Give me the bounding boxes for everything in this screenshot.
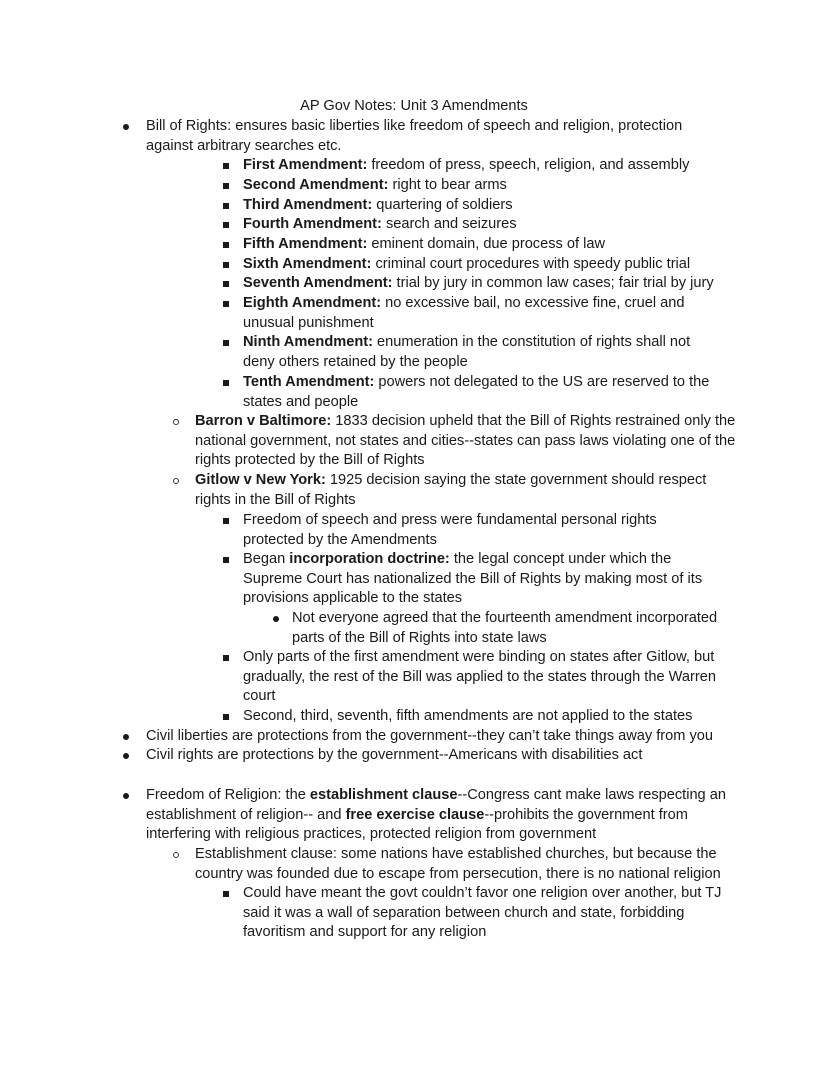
case-desc: 1925 decision saying the state government should respect rights in the Bill of Rights [195,472,707,508]
text-segment: --Congress cant make laws respecting an establishment of religion-- and [146,787,726,823]
amendment-desc: trial by jury in common law cases; fair trial by jury [392,275,714,291]
bullet-disc-icon [123,124,129,130]
bullet-square-icon [223,163,229,169]
list-item-freedom-of-religion [146,786,731,845]
bullet-square-icon [223,557,229,563]
gitlow-point-incorporation [243,550,733,609]
bullet-circle-icon [173,419,179,425]
case-name: Barron v Baltimore: [195,413,332,429]
free-exercise-clause-term: free exercise clause [345,806,485,823]
amendment-desc: quartering of soldiers [372,197,513,213]
establishment-clause-item [195,845,740,884]
bullet-square-icon [223,203,229,209]
amendment-desc: freedom of press, speech, religion, and assembly [367,157,690,173]
gitlow-point [243,648,733,707]
incorporation-subpoint [292,609,737,648]
bullet-square-icon [223,655,229,661]
amendment-item [243,215,723,235]
civil-rights-text: Civil rights are protections by the government--Americans with disabilities act [146,747,643,763]
tj-wall-of-separation-item [243,884,723,943]
bullet-square-icon [223,301,229,307]
bullet-square-icon [223,183,229,189]
bullet-square-icon [223,281,229,287]
text-segment: the legal concept under which the Supreme Court has nationalized the Bill of Rights by making most of its provisions applicable to the states [243,551,703,607]
amendment-item [243,235,723,255]
bullet-square-icon [223,222,229,228]
bullet-square-icon [223,380,229,386]
amendment-desc: enumeration in the constitution of rights shall not deny others retained by the people [243,334,691,370]
bullet-square-icon [223,518,229,524]
amendment-name: Second Amendment: [243,177,389,193]
text-segment: Freedom of Religion: the [146,787,310,803]
amendment-name: Sixth Amendment: [243,256,372,272]
bullet-circle-icon [173,852,179,858]
gitlow-point [243,707,743,727]
amendment-desc: eminent domain, due process of law [367,236,605,252]
establishment-clause-text: Establishment clause: some nations have established churches, but because the country was founded due to escape from persecution, there is no national religion [195,846,721,882]
tj-text: Could have meant the govt couldn’t favor one religion over another, but TJ said it was a wall of separation between church and state, forbidding favoritism and support for any religion [243,885,722,941]
amendment-item [243,333,718,372]
gitlow-point-text: Freedom of speech and press were fundamental personal rights protected by the Amendments [243,512,657,548]
amendment-item [243,294,713,333]
document-title: AP Gov Notes: Unit 3 Amendments [300,98,528,114]
gitlow-point [243,511,678,550]
bullet-square-icon [223,262,229,268]
amendment-item [243,196,723,216]
amendment-item [243,255,723,275]
amendment-desc: right to bear arms [388,177,507,193]
amendment-name: Tenth Amendment: [243,374,375,390]
case-item-gitlow [195,471,725,510]
civil-liberties-text: Civil liberties are protections from the government--they can’t take things away from you [146,728,713,744]
bullet-square-icon [223,340,229,346]
text-segment: Began [243,551,290,567]
text-segment: --prohibits the government from interfering with religious practices, protected religion from government [146,806,688,843]
bullet-circle-icon [173,478,179,484]
bullet-disc-icon [123,753,129,759]
list-item-civil-rights [146,746,786,766]
list-item-civil-liberties [146,727,786,747]
bullet-disc-icon [273,616,279,622]
amendment-item [243,176,723,196]
amendment-item [243,274,743,294]
amendment-name: Fourth Amendment: [243,216,382,232]
amendment-name: First Amendment: [243,157,368,173]
amendment-name: Seventh Amendment: [243,275,393,291]
case-name: Gitlow v New York: [195,472,326,488]
amendment-desc: no excessive bail, no excessive fine, cruel and unusual punishment [243,295,685,331]
amendment-desc: powers not delegated to the US are reserved to the states and people [243,374,710,410]
gitlow-point-text: Only parts of the first amendment were binding on states after Gitlow, but gradually, the rest of the Bill was applied to the states through the Warren court [243,649,716,705]
bullet-disc-icon [123,793,129,799]
subpoint-text: Not everyone agreed that the fourteenth amendment incorporated parts of the Bill of Rights into state laws [292,610,718,646]
amendment-name: Third Amendment: [243,197,373,213]
establishment-clause-term: establishment clause [309,787,458,803]
bullet-square-icon [223,242,229,248]
bullet-disc-icon [123,734,129,740]
bullet-square-icon [223,714,229,720]
case-item-barron [195,412,740,471]
list-item-bill-of-rights [146,117,716,156]
gitlow-point-text: Second, third, seventh, fifth amendments are not applied to the states [243,708,693,724]
amendment-desc: search and seizures [381,216,517,232]
bullet-square-icon [223,891,229,897]
amendment-item [243,373,733,412]
case-desc: 1833 decision upheld that the Bill of Rights restrained only the national government, not states and cities--states can pass laws violating one of the rights protected by the Bill of Rights [195,413,736,469]
amendment-name: Eighth Amendment: [243,295,382,311]
bill-of-rights-text: Bill of Rights: ensures basic liberties like freedom of speech and religion, protection against arbitrary searches etc. [146,118,683,154]
incorporation-doctrine-term: incorporation doctrine: [289,551,450,567]
amendment-desc: criminal court procedures with speedy public trial [371,256,691,272]
amendment-name: Ninth Amendment: [243,334,373,350]
amendment-name: Fifth Amendment: [243,236,368,252]
amendment-item [243,156,723,176]
